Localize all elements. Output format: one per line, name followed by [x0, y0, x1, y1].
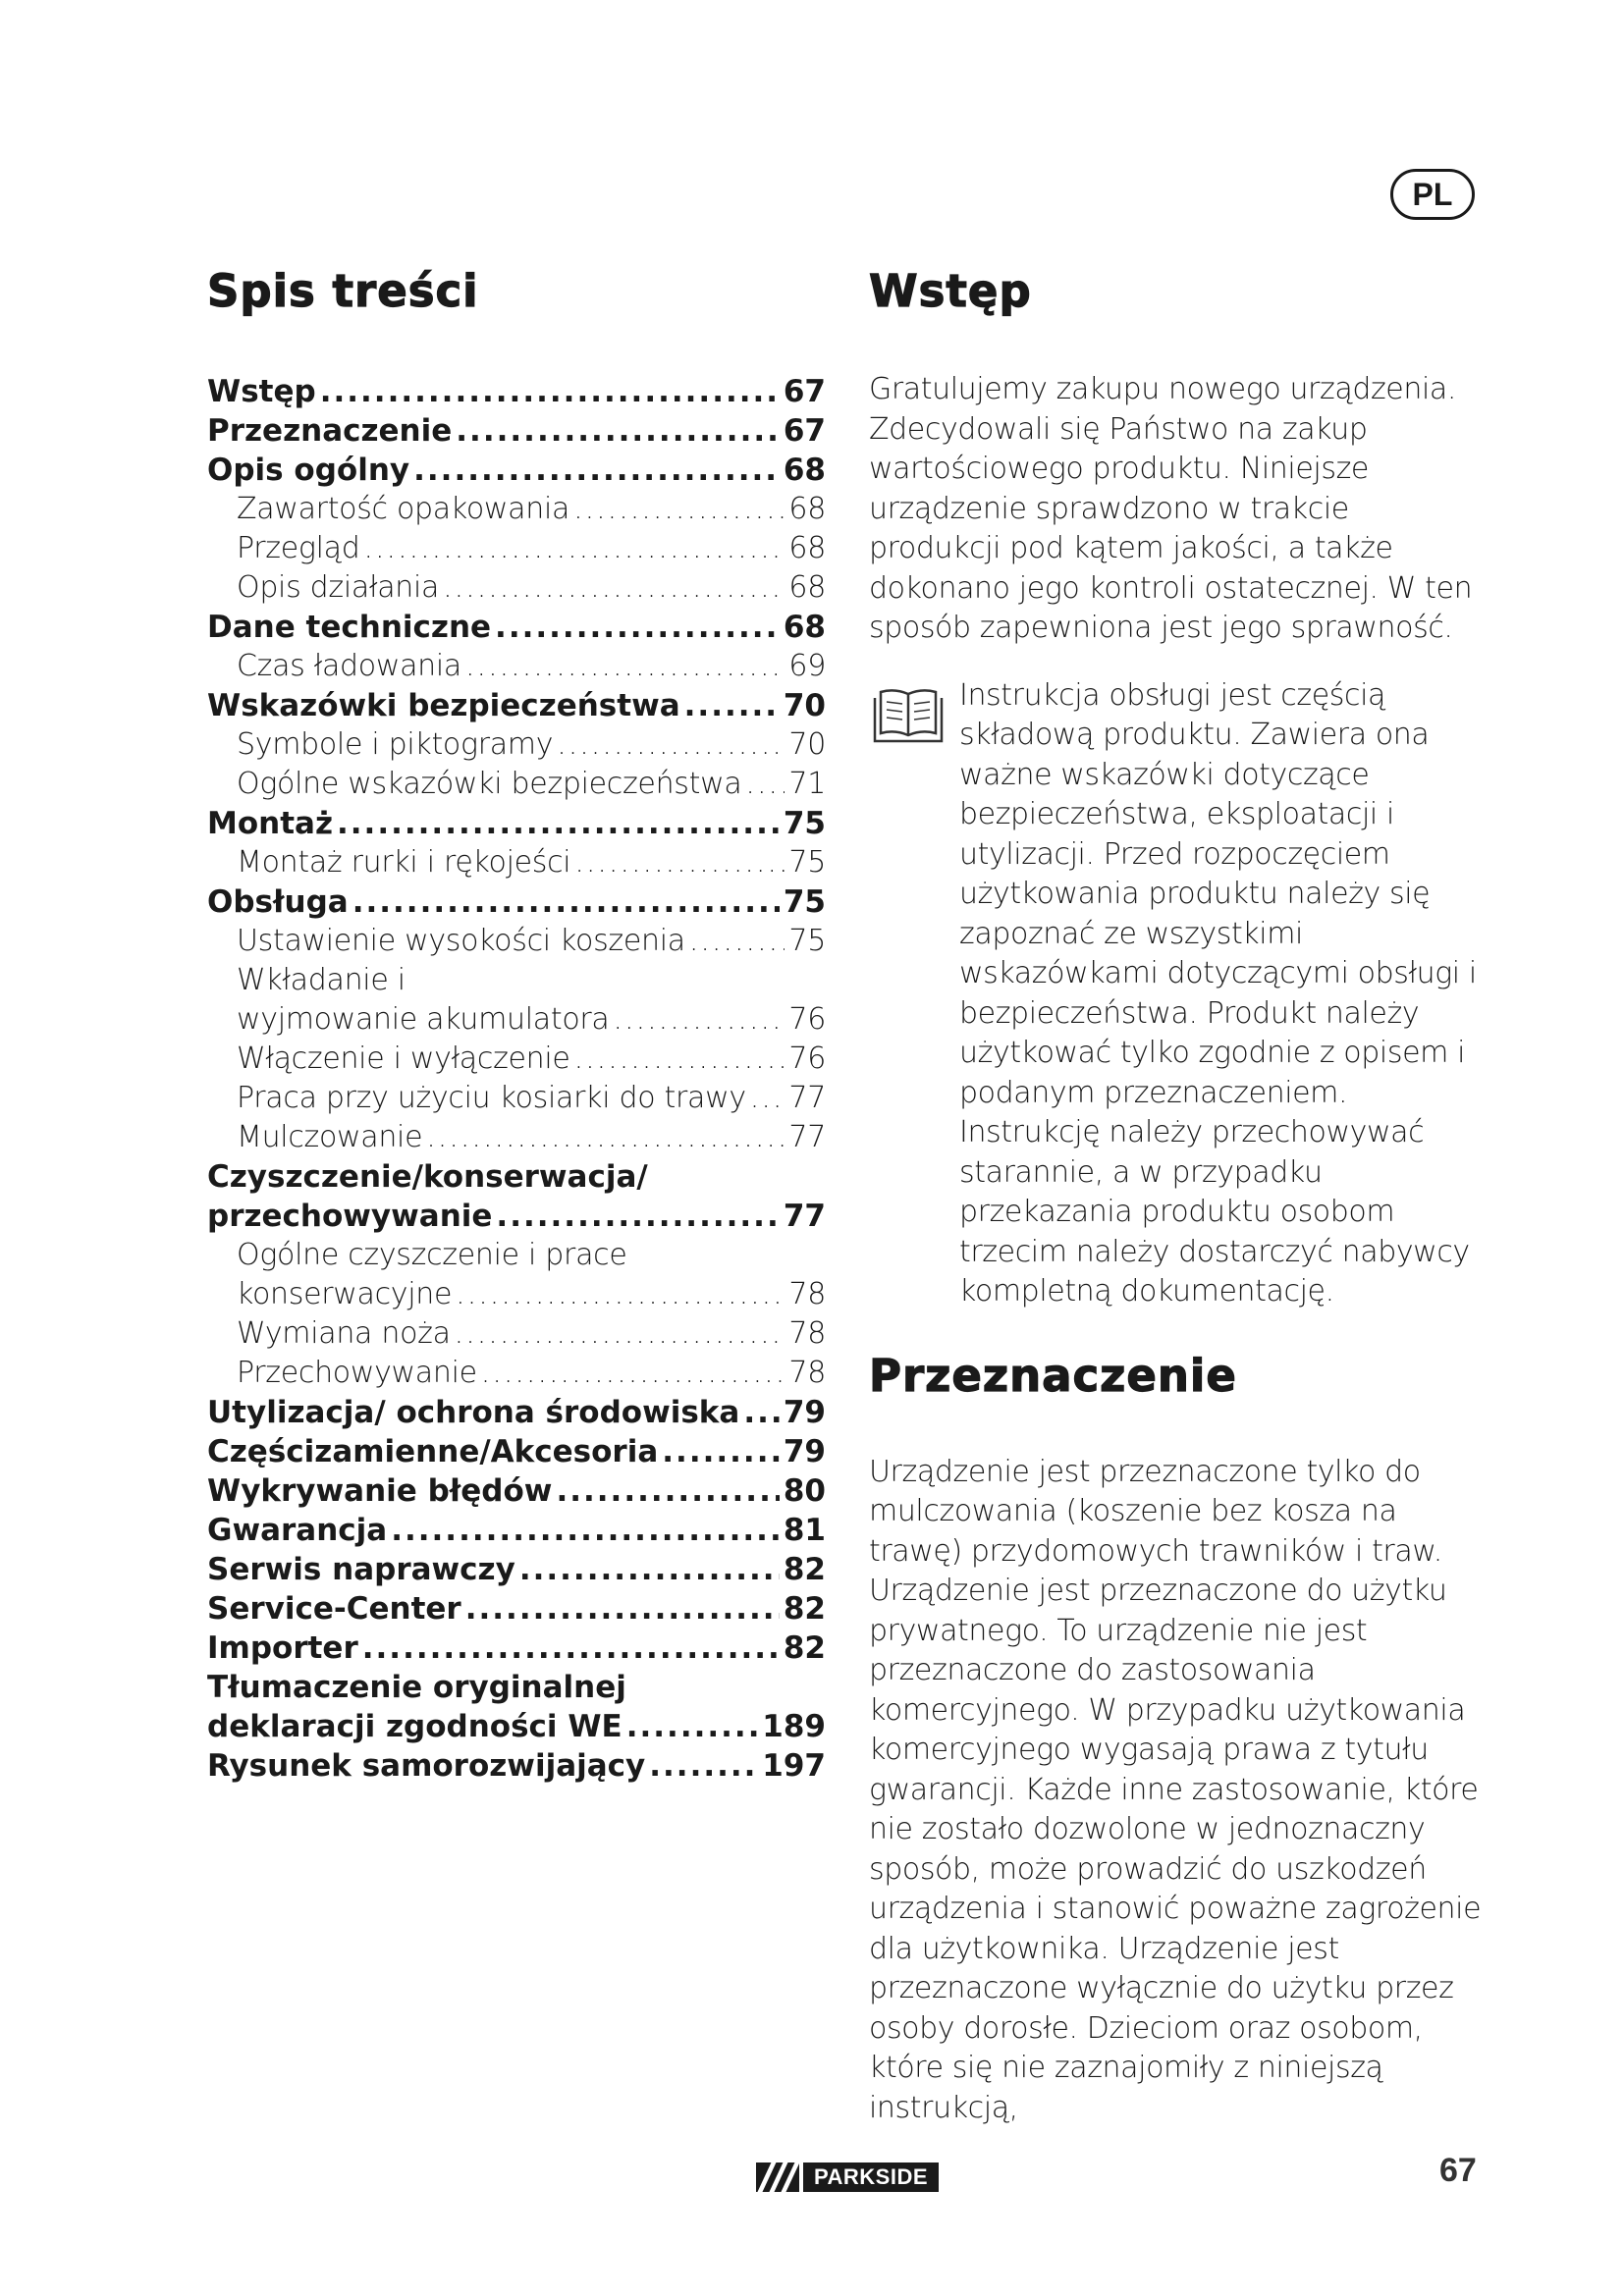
toc-entry-title: Zawartość opakowania: [237, 492, 570, 526]
toc-leader-dots: [456, 1277, 785, 1311]
toc-leader-dots: [573, 492, 785, 526]
toc-entry-page: 67: [783, 413, 826, 449]
toc-entry-page: 70: [783, 688, 826, 723]
toc-entry-page: 75: [788, 924, 826, 958]
toc-leader-dots: [496, 1199, 779, 1234]
toc-leader-dots: [455, 1316, 785, 1351]
toc-entry: [207, 492, 826, 531]
toc-leader-dots: [426, 1120, 785, 1154]
toc-entry-page: 68: [788, 570, 826, 605]
logo-slashes-icon: [756, 2163, 799, 2192]
toc-entry: [207, 1513, 826, 1552]
toc-leader-dots: [465, 649, 785, 683]
content-column: [869, 265, 1488, 2128]
note-text: Instrukcja obsługi jest częścią składową produktu. Zawiera ona ważne wskazówki dotyczące bezpieczeństwa, eksploatacji i utylizacji. Przed rozpoczęciem użytkowania produktu należy się zapoznać ze wszystkimi wskazówkami dotyczącymi obsługi i bezpieczeństwa. Produkt należy użytkować tylko zgodnie z opisem i podanym przeznaczeniem. Instrukcję należy przechowywać starannie, a w przypadku przekazania produktu osobom trzecim należy dostarczyć nabywcy kompletną dokumentację.: [959, 677, 1477, 1308]
toc-entry: [207, 1199, 826, 1238]
toc-leader-dots: [689, 924, 785, 958]
toc-leader-dots: [662, 1434, 780, 1469]
toc-entry-page: 76: [788, 1002, 826, 1037]
logo-brand-text: PARKSIDE: [803, 2163, 939, 2192]
toc-entry: [207, 1159, 826, 1199]
toc-entry-title: Importer: [207, 1630, 358, 1666]
toc-leader-dots: [649, 1748, 758, 1784]
toc-leader-dots: [391, 1513, 780, 1548]
toc-leader-dots: [413, 453, 780, 488]
toc-entry: [207, 1630, 826, 1670]
toc-leader-dots: [557, 727, 785, 762]
toc-leader-dots: [456, 413, 780, 449]
toc-entry-title: Przegląd: [237, 531, 360, 565]
purpose-paragraph: Urządzenie jest przeznaczone tylko do mulczowania (koszenie bez kosza na trawę) przydomowych trawników i traw. Urządzenie jest przeznaczone do użytku prywatnego. To urządzenie nie jest przeznaczone do zastosowania komercyjnego. W przypadku użytkowania komercyjnego wygasają prawa z tytułu gwarancji. Każde inne zastosowanie, które nie zostało dozwolone w jednoznaczny sposób, może prowadzić do uszkodzeń urządzenia i stanowić poważne zagrożenie dla użytkownika. Urządzenie jest przeznaczone wyłącznie do użytku przez osoby dorosłe. Dzieciom oraz osobom, które się nie zaznajomiły z niniejszą instrukcją,: [869, 1454, 1482, 2125]
toc-entry: [207, 1591, 826, 1630]
toc-entry-title: Gwarancja: [207, 1513, 388, 1548]
toc-leader-dots: [684, 688, 780, 723]
toc-entry-page: 77: [783, 1199, 826, 1234]
toc-entry: [207, 374, 826, 413]
toc-entry-title: Przeznaczenie: [207, 413, 453, 449]
toc-entry: [207, 767, 826, 806]
toc-leader-dots: [745, 767, 785, 801]
toc-entry-title: Praca przy użyciu kosiarki do trawy: [237, 1081, 746, 1115]
toc-entry-title: konserwacyjne: [237, 1277, 453, 1311]
toc-entry-page: 78: [788, 1316, 826, 1351]
toc-entry-title: wyjmowanie akumulatora: [237, 1002, 610, 1037]
toc-entry-page: 197: [762, 1748, 826, 1784]
intro-heading: Wstęp: [869, 265, 1032, 317]
toc-entry-title: Ustawienie wysokości koszenia: [237, 924, 685, 958]
toc-entry: [207, 1238, 826, 1277]
toc-entry: [207, 924, 826, 963]
toc-entry-title: Wykrywanie błędów: [207, 1473, 553, 1509]
toc-leader-dots: [750, 1081, 785, 1115]
toc-entry-page: 75: [783, 884, 826, 920]
toc-entry: [207, 1081, 826, 1120]
toc-leader-dots: [481, 1356, 785, 1390]
toc-entry: [207, 1316, 826, 1356]
toc-entry-page: 82: [783, 1552, 826, 1587]
toc-entry-page: 82: [783, 1591, 826, 1627]
toc-entry-page: 68: [783, 610, 826, 645]
toc-leader-dots: [362, 1630, 780, 1666]
toc-entry-title: Symbole i piktogramy: [237, 727, 554, 762]
toc-entry: [207, 1002, 826, 1041]
toc-entry-page: 68: [788, 492, 826, 526]
toc-entry-title: Service-Center: [207, 1591, 461, 1627]
toc-entry-title: deklaracji zgodności WE: [207, 1709, 623, 1744]
toc-entry: [207, 649, 826, 688]
toc-entry-title: Serwis naprawczy: [207, 1552, 515, 1587]
toc-entry-page: 75: [788, 845, 826, 880]
toc-entry: [207, 570, 826, 610]
toc-entry-page: 76: [788, 1041, 826, 1076]
toc-entry-title: Wstęp: [207, 374, 316, 409]
toc-entry-page: 80: [783, 1473, 826, 1509]
intro-paragraph: Gratulujemy zakupu nowego urządzenia. Zdecydowali się Państwo na zakup wartościowego produktu. Niniejsze urządzenie sprawdzono w trakcie produkcji pod kątem jakości, a także dokonano jego kontroli ostatecznej. W ten sposób zapewniona jest jego sprawność.: [869, 372, 1473, 645]
toc-entry-page: 75: [783, 806, 826, 841]
toc-leader-dots: [574, 1041, 785, 1076]
toc-entry-title: Wymiana noża: [237, 1316, 451, 1351]
toc-entry-page: 79: [783, 1434, 826, 1469]
toc-entry: [207, 727, 826, 767]
toc-entry: [207, 1552, 826, 1591]
toc-entry-page: 78: [788, 1356, 826, 1390]
toc-entry-title: Opis działania: [237, 570, 440, 605]
toc-leader-dots: [519, 1552, 780, 1587]
toc-entry-title: Opis ogólny: [207, 453, 410, 488]
toc-entry: [207, 1473, 826, 1513]
toc-entry-title: Ogólne wskazówki bezpieczeństwa: [237, 767, 742, 801]
parkside-logo: [756, 2163, 939, 2192]
toc-leader-dots: [465, 1591, 780, 1627]
toc-entry-page: 78: [788, 1277, 826, 1311]
toc-entry-title: Czyszczenie/konserwacja/: [207, 1159, 648, 1195]
toc-entry-title: Mulczowanie: [237, 1120, 423, 1154]
toc-leader-dots: [443, 570, 785, 605]
toc-entry-title: przechowywanie: [207, 1199, 493, 1234]
page-number: 67: [1439, 2152, 1477, 2189]
toc-entry-title: Częścizamienne/Akcesoria: [207, 1434, 659, 1469]
toc-entry-title: Montaż: [207, 806, 333, 841]
toc-leader-dots: [574, 845, 785, 880]
toc-entry: [207, 1041, 826, 1081]
toc-entry-page: 68: [788, 531, 826, 565]
toc-entry-page: 71: [788, 767, 826, 801]
toc-entry: [207, 1434, 826, 1473]
toc-entry-page: 82: [783, 1630, 826, 1666]
toc-title: Spis treści: [207, 265, 479, 317]
toc-entry: [207, 845, 826, 884]
purpose-heading: Przeznaczenie: [869, 1349, 1237, 1402]
toc-entry: [207, 884, 826, 924]
toc-entry: [207, 806, 826, 845]
toc-list: [207, 374, 826, 1788]
toc-leader-dots: [743, 1395, 780, 1430]
toc-entry: [207, 1356, 826, 1395]
toc-entry: [207, 1395, 826, 1434]
toc-entry-title: Wskazówki bezpieczeństwa: [207, 688, 680, 723]
toc-entry: [207, 688, 826, 727]
toc-entry-title: Włączenie i wyłączenie: [237, 1041, 570, 1076]
toc-entry: [207, 1748, 826, 1788]
toc-entry-title: Czas ładowania: [237, 649, 462, 683]
toc-entry-title: Utylizacja/ ochrona środowiska: [207, 1395, 740, 1430]
toc-entry: [207, 1277, 826, 1316]
language-badge: PL: [1390, 169, 1475, 220]
toc-leader-dots: [495, 610, 780, 645]
toc-entry: [207, 1709, 826, 1748]
toc-column: [207, 265, 826, 1788]
toc-entry-title: Dane techniczne: [207, 610, 492, 645]
toc-entry: [207, 610, 826, 649]
toc-leader-dots: [626, 1709, 759, 1744]
toc-entry: [207, 413, 826, 453]
toc-entry: [207, 1120, 826, 1159]
toc-entry-page: 77: [788, 1081, 826, 1115]
toc-leader-dots: [614, 1002, 785, 1037]
toc-entry-title: Montaż rurki i rękojeści: [237, 845, 571, 880]
toc-entry-page: 70: [788, 727, 826, 762]
toc-entry: [207, 963, 826, 1002]
toc-leader-dots: [352, 884, 780, 920]
toc-leader-dots: [320, 374, 780, 409]
toc-entry: [207, 453, 826, 492]
toc-entry-page: 81: [783, 1513, 826, 1548]
toc-entry-title: Obsługa: [207, 884, 349, 920]
toc-entry-page: 69: [788, 649, 826, 683]
toc-leader-dots: [363, 531, 785, 565]
toc-entry-page: 67: [783, 374, 826, 409]
toc-entry-title: Wkładanie i: [237, 963, 406, 997]
manual-note: [869, 676, 1488, 1312]
toc-entry-title: Przechowywanie: [237, 1356, 477, 1390]
toc-entry: [207, 531, 826, 570]
toc-entry-title: Tłumaczenie oryginalnej: [207, 1670, 626, 1705]
toc-entry: [207, 1670, 826, 1709]
toc-entry-page: 79: [783, 1395, 826, 1430]
toc-entry-title: Rysunek samorozwijający: [207, 1748, 646, 1784]
book-icon: [869, 684, 947, 753]
toc-leader-dots: [556, 1473, 779, 1509]
toc-entry-page: 68: [783, 453, 826, 488]
toc-entry-page: 77: [788, 1120, 826, 1154]
toc-entry-title: Ogólne czyszczenie i prace: [237, 1238, 627, 1272]
toc-entry-page: 189: [762, 1709, 826, 1744]
toc-leader-dots: [337, 806, 780, 841]
